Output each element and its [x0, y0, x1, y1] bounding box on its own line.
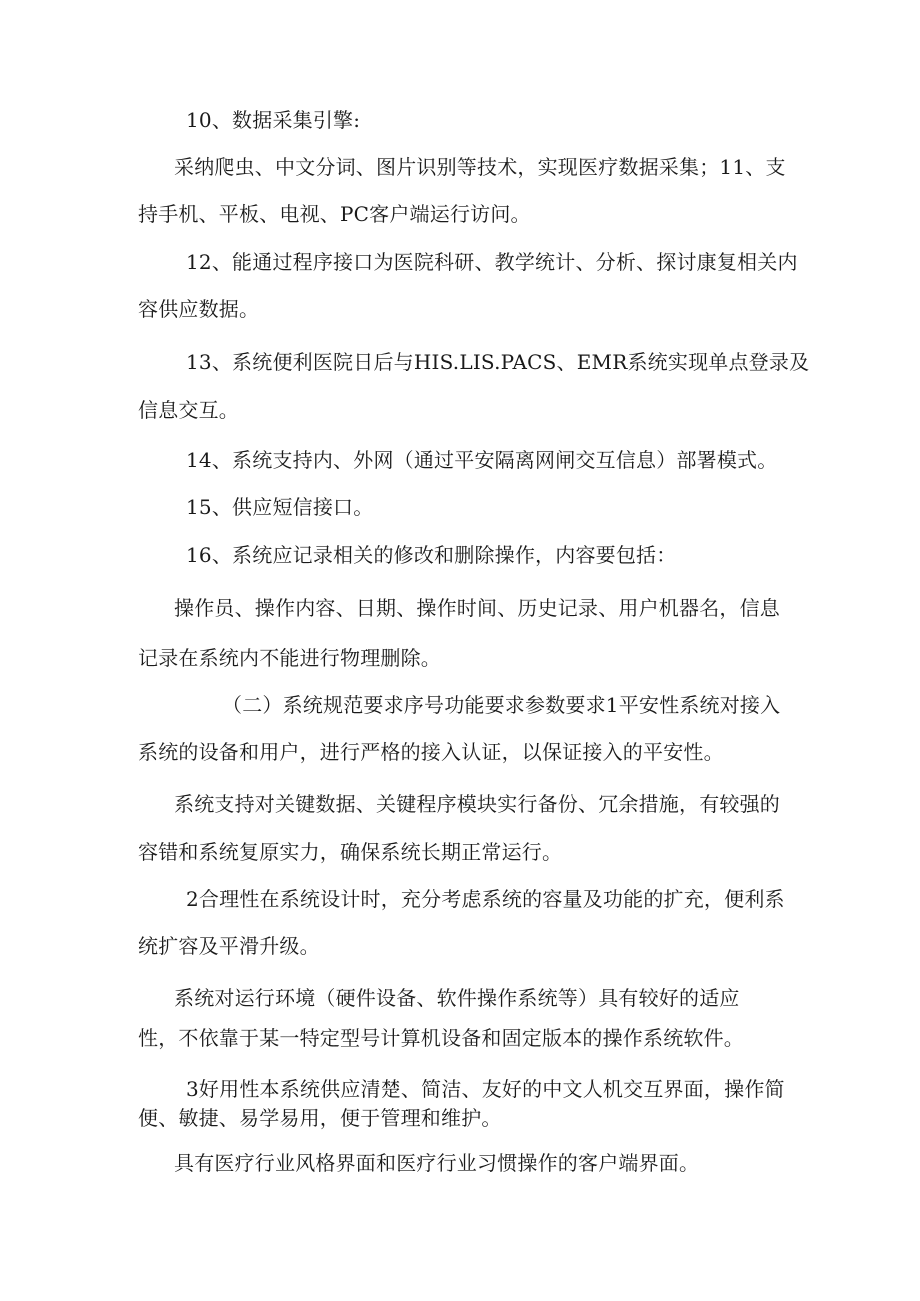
text-line: （二）系统规范要求序号功能要求参数要求1平安性系统对接入 — [222, 693, 781, 717]
text-line: 15、供应短信接口。 — [186, 495, 374, 519]
text-line: 3好用性本系统供应清楚、简洁、友好的中文人机交互界面，操作简 — [186, 1077, 785, 1101]
text-line: 系统对运行环境（硬件设备、软件操作系统等）具有较好的适应 — [174, 986, 740, 1010]
text-line: 容供应数据。 — [138, 297, 260, 321]
text-line: 12、能通过程序接口为医院科研、教学统计、分析、探讨康复相关内 — [186, 250, 798, 274]
text-line: 信息交互。 — [138, 398, 239, 422]
text-line: 采纳爬虫、中文分词、图片识别等技术，实现医疗数据采集；11、支 — [174, 155, 786, 179]
text-line: 性，不依靠于某一特定型号计算机设备和固定版本的操作系统软件。 — [138, 1026, 744, 1050]
text-line: 系统支持对关键数据、关键程序模块实行备份、冗余措施，有较强的 — [174, 792, 780, 816]
text-line: 持手机、平板、电视、PC客户端运行访问。 — [138, 202, 531, 226]
text-line: 2合理性在系统设计时，充分考虑系统的容量及功能的扩充，便利系 — [186, 887, 785, 911]
text-line: 容错和系统复原实力，确保系统长期正常运行。 — [138, 840, 563, 864]
text-line: 10、数据采集引擎: — [186, 108, 361, 132]
text-line: 13、系统便利医院日后与HIS.LIS.PACS、EMR系统实现单点登录及 — [186, 350, 810, 374]
text-line: 14、系统支持内、外网（通过平安隔离网闸交互信息）部署模式。 — [186, 448, 778, 472]
text-line: 便、敏捷、易学易用，便于管理和维护。 — [138, 1106, 502, 1130]
text-line: 统扩容及平滑升级。 — [138, 934, 320, 958]
text-line: 记录在系统内不能进行物理删除。 — [138, 646, 441, 670]
text-line: 操作员、操作内容、日期、操作时间、历史记录、用户机器名，信息 — [174, 596, 780, 620]
text-line: 具有医疗行业风格界面和医疗行业习惯操作的客户端界面。 — [174, 1151, 700, 1175]
text-line: 系统的设备和用户，进行严格的接入认证，以保证接入的平安性。 — [138, 740, 724, 764]
text-line: 16、系统应记录相关的修改和删除操作，内容要包括： — [186, 543, 677, 567]
